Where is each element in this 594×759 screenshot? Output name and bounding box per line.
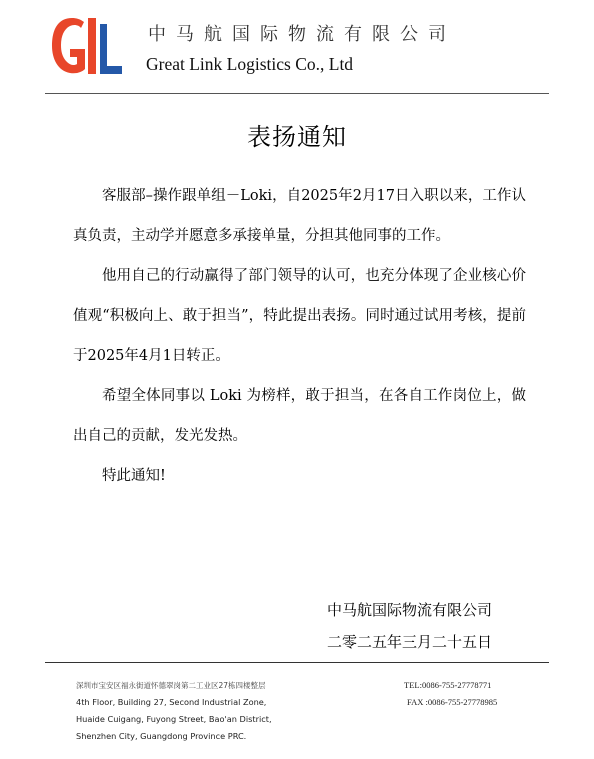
paragraph: 希望全体同事以 Loki 为榜样，敢于担当，在各自工作岗位上，做出自己的贡献，发光发热。: [73, 388, 526, 444]
paragraph: 客服部–操作跟单组－Loki，自2025年2月17日入职以来，工作认真负责，主动学并愿意多承接单量，分担其他同事的工作。: [73, 188, 526, 244]
logo-g-shape: [52, 18, 85, 73]
company-name-en: Great Link Logistics Co., Ltd: [146, 54, 354, 74]
signature-company: 中马航国际物流有限公司: [327, 601, 493, 619]
address-en-line: Huaide Cuigang, Fuyong Street, Bao'an District,: [76, 714, 272, 724]
fax-number: FAX :0086-755-27778985: [407, 697, 498, 707]
phone-number: TEL:0086-755-27778771: [404, 680, 492, 690]
logo-blue-l-shape: [100, 24, 122, 74]
paragraph: 他用自己的行动赢得了部门领导的认可，也充分体现了企业核心价值观“积极向上、敢于担当”，特此提出表扬。同时通过试用考核，提前于2025年4月1日转正。: [73, 268, 526, 364]
logo-l-shape: [88, 18, 96, 74]
paragraph: 特此通知!: [102, 468, 166, 484]
footer-contact: [404, 677, 497, 711]
address-en-line: 4th Floor, Building 27, Second Industrial Zone,: [76, 697, 267, 707]
document-body: [73, 176, 526, 496]
address-en-line: Shenzhen City, Guangdong Province PRC.: [76, 731, 247, 741]
header-divider: [45, 93, 549, 94]
document-title: 表扬通知: [247, 123, 347, 151]
footer-divider: [45, 662, 549, 663]
signature-date: 二零二五年三月二十五日: [327, 633, 493, 651]
address-cn: 深圳市宝安区福永街道怀德翠岗第二工业区27栋四楼整层: [76, 681, 266, 690]
footer-address: [76, 677, 272, 745]
company-logo: [50, 14, 124, 78]
company-name-cn: 中马航国际物流有限公司: [148, 24, 456, 45]
